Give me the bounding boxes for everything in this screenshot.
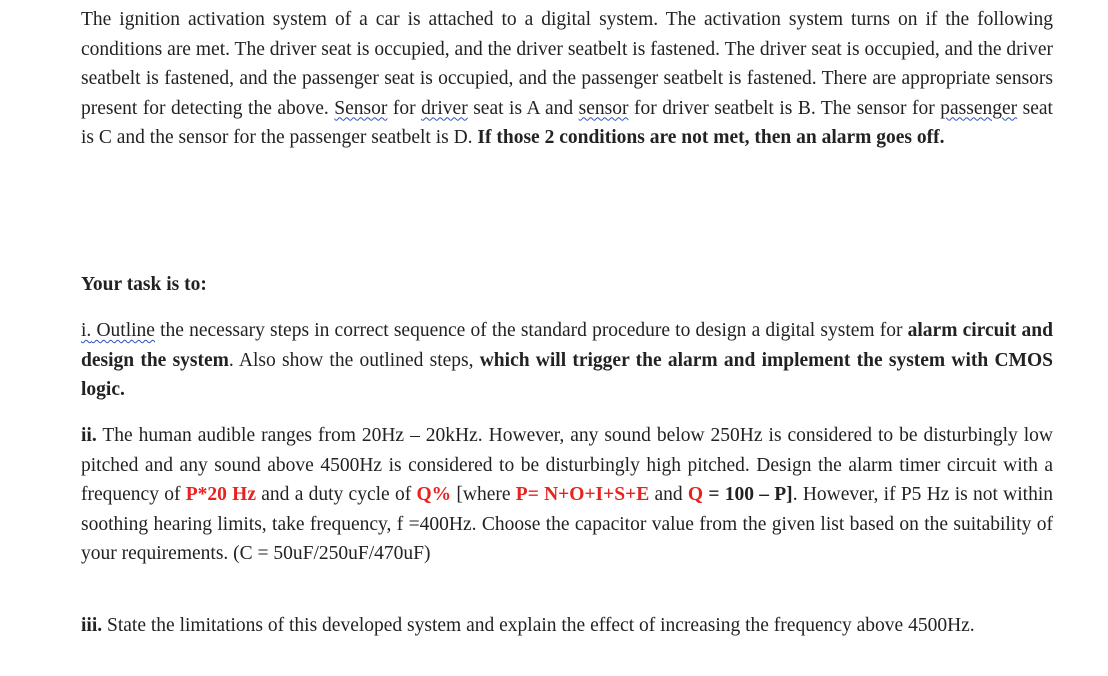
q2-text: [where [451, 484, 516, 505]
q2-q-highlight: Q [687, 484, 704, 505]
intro-bold-condition: If those 2 conditions are not met, then an alarm goes off. [477, 127, 945, 148]
q1-text: the necessary steps in correct sequence of the standard procedure to design a digital system for [154, 320, 908, 341]
q2-p-formula-highlight: P= N+O+I+S+E [515, 484, 650, 505]
task-heading: Your task is to: [81, 274, 207, 295]
intro-text: seat is A and [467, 97, 579, 119]
q2-number: ii. [81, 425, 97, 446]
q2-text: and a duty cycle of [256, 484, 417, 505]
q2-frequency-highlight: P*20 Hz [185, 484, 256, 505]
spell-flag-driver: driver [421, 97, 468, 119]
q1-bold: alarm circuit and design the system [81, 320, 1053, 371]
q2-text: . However, if P5 Hz is not within soothing hearing limits, take frequency, f =400Hz. Choose the capacitor value from the given list based on the suitability of your requirements. (C = 50uF/250uF/470uF) [81, 484, 1053, 564]
intro-text: for driver seatbelt is B. The sensor for [628, 97, 941, 119]
intro-paragraph [81, 5, 1053, 153]
intro-text: The ignition activation system of a car is attached to a digital system. The activation system turns on if the following conditions are met. The driver seat is occupied, and the driver seatbelt is fastened. The driver seat is occupied, and the driver seatbelt is fastened, and the passenger seat is occupied, and the passenger seatbelt is fastened. There are appropriate sensors present for detecting the above. [81, 9, 1053, 119]
q1-number: i. [81, 320, 92, 341]
intro-text: for [387, 97, 422, 119]
question-1 [81, 316, 1053, 405]
spell-flag-sensor: Sensor [334, 97, 388, 119]
q2-q-formula: = 100 – P] [703, 484, 793, 505]
intro-text: seat is C and the sensor for the passenger seatbelt is D. [81, 97, 1053, 148]
q3-number: iii. [81, 615, 103, 636]
q1-bold: which will trigger the alarm and implement the system with CMOS logic. [81, 349, 1053, 400]
question-3 [81, 611, 1053, 641]
spell-flag-outline: Outline [91, 320, 155, 341]
q3-text: State the limitations of this developed system and explain the effect of increasing the frequency above 4500Hz. [102, 615, 975, 636]
q2-text: The human audible ranges from 20Hz – 20kHz. However, any sound below 250Hz is considered to be disturbingly low pitched and any sound above 4500Hz is considered to be disturbingly high pitched. Design the alarm timer circuit with a frequency of [81, 425, 1053, 505]
spell-flag-sensor: sensor [578, 97, 629, 119]
q2-text: and [649, 484, 688, 505]
q1-text: . Also show the outlined steps, [228, 349, 480, 371]
question-2 [81, 421, 1053, 569]
spell-flag-passenger: passenger [940, 97, 1018, 119]
q2-duty-highlight: Q% [416, 484, 452, 505]
